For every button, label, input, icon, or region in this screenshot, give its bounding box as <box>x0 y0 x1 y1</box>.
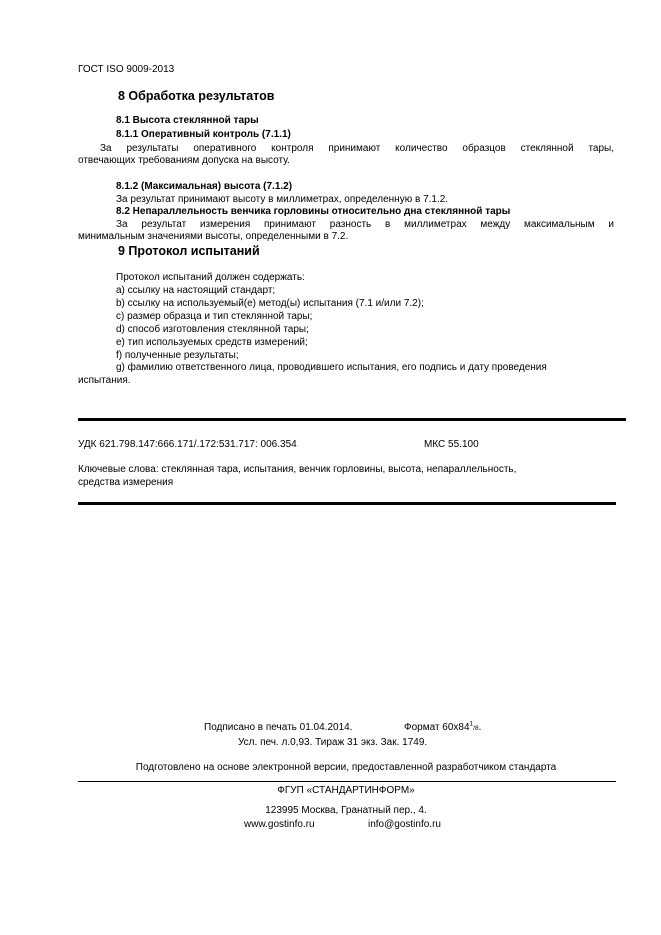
section-8-title: 8 Обработка результатов <box>118 89 275 103</box>
section-9-title: 9 Протокол испытаний <box>118 244 260 258</box>
section-8-2-text-line2: минимальным значениями высоты, определенными в 7.2. <box>78 231 349 242</box>
mks-code: МКС 55.100 <box>424 439 479 450</box>
list-item-continuation: испытания. <box>78 375 131 386</box>
print-info: Усл. печ. л.0,93. Тираж 31 экз. Зак. 1749. <box>238 737 428 748</box>
list-item: d) способ изготовления стеклянной тары; <box>116 324 309 335</box>
keywords-line1: Ключевые слова: стеклянная тара, испытания, венчик горловины, высота, непараллельность, <box>78 464 517 475</box>
section-9-intro: Протокол испытаний должен содержать: <box>116 272 305 283</box>
publisher-name: ФГУП «СТАНДАРТИНФОРМ» <box>277 785 415 796</box>
section-8-2-title: 8.2 Непараллельность венчика горловины относительно дна стеклянной тары <box>116 206 511 217</box>
udk-code: УДК 621.798.147:666.171/.172:531.717: 006.354 <box>78 439 297 450</box>
publisher-address: 123995 Москва, Гранатный пер., 4. <box>265 805 427 816</box>
list-item: f) полученные результаты; <box>116 350 239 361</box>
publisher-email[interactable]: info@gostinfo.ru <box>368 819 441 830</box>
top-divider <box>78 418 626 421</box>
publisher-website[interactable]: www.gostinfo.ru <box>244 819 315 830</box>
keywords-line2: средства измерения <box>78 477 174 488</box>
imprint-divider <box>78 781 616 782</box>
list-item: e) тип используемых средств измерений; <box>116 337 308 348</box>
list-item: b) ссылку на используемый(е) метод(ы) испытания (7.1 и/или 7.2); <box>116 298 424 309</box>
section-8-1-2-text: За результат принимают высоту в миллиметрах, определенную в 7.1.2. <box>116 194 449 205</box>
list-item: a) ссылку на настоящий стандарт; <box>116 285 276 296</box>
section-8-2-text-line1: За результат измерения принимают разность в миллиметрах между максимальным и <box>116 219 614 230</box>
list-item: c) размер образца и тип стеклянной тары; <box>116 311 313 322</box>
paper-format: Формат $60x84^1/8$. <box>404 720 482 733</box>
signed-date: Подписано в печать 01.04.2014. <box>204 722 353 733</box>
section-8-1-2-title: 8.1.2 (Максимальная) высота (7.1.2) <box>116 181 293 192</box>
section-8-1-title: 8.1 Высота стеклянной тары <box>116 115 259 126</box>
list-item: g) фамилию ответственного лица, проводившего испытания, его подпись и дату проведения <box>116 362 547 373</box>
prepared-note: Подготовлено на основе электронной версии, предоставленной разработчиком стандарта <box>135 762 557 773</box>
document-header: ГОСТ ISO 9009-2013 <box>78 64 175 75</box>
section-8-1-1-text-line1: За результаты оперативного контроля принимают количество образцов стеклянной тары, <box>100 143 614 154</box>
section-8-1-1-title: 8.1.1 Оперативный контроль (7.1.1) <box>116 129 291 140</box>
bottom-divider <box>78 502 616 505</box>
section-8-1-1-text-line2: отвечающих требованиям допуска на высоту. <box>78 155 290 166</box>
